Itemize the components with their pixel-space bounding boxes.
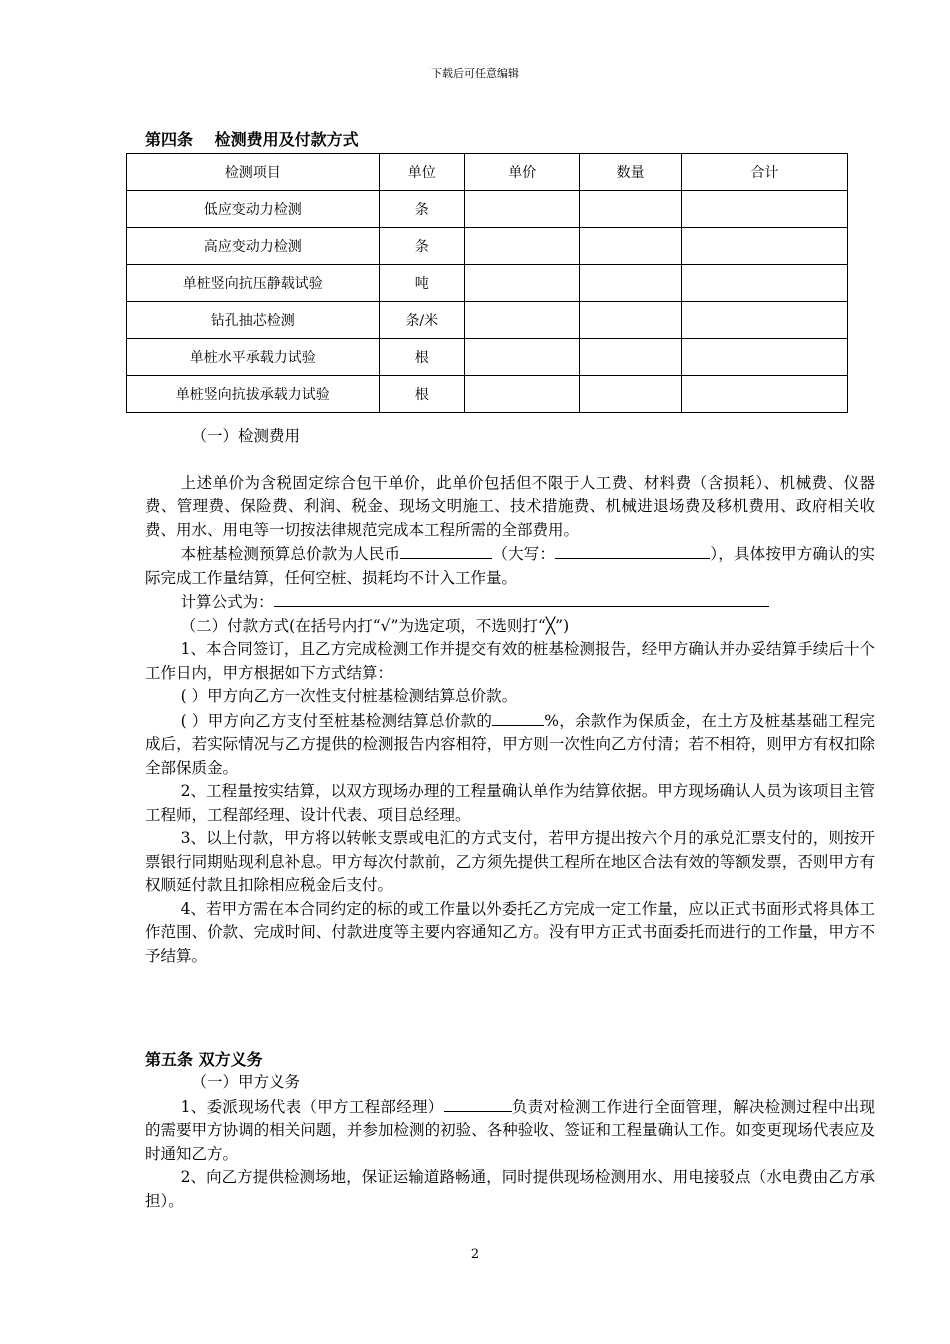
party-a-duties-title: （一）甲方义务 — [191, 1073, 301, 1091]
article5-title: 第五条 双方义务 — [145, 1050, 263, 1069]
table-header-row — [127, 154, 848, 191]
row-unit-price-cell — [465, 191, 580, 228]
table-row — [127, 191, 848, 228]
row-quantity-cell — [580, 302, 681, 339]
row-total-cell — [681, 228, 847, 265]
duty-2: 2、向乙方提供检测场地，保证运输道路畅通，同时提供现场检测用水、用电接驳点（水电费由乙方承担）。 — [145, 1168, 875, 1210]
sub1-title: （一）检测费用 — [191, 427, 301, 445]
price-paragraph: 上述单价为含税固定综合包干单价，此单价包括但不限于人工费、材料费（含损耗）、机械费、仪器费、管理费、保险费、利润、税金、现场文明施工、技术措施费、机械进退场费及移机费用、政府相关收费、用水、用电等一切按法律规范完成本工程所需的全部费用。 — [145, 473, 875, 539]
row-item: 单桩水平承载力试验 — [127, 339, 380, 376]
payment-clause-1: 1、本合同签订，且乙方完成检测工作并提交有效的桩基检测报告，经甲方确认并办妥结算手续后十个工作日内，甲方根据如下方式结算： — [145, 640, 875, 682]
budget-text-b: （大写： — [492, 545, 556, 563]
row-total-cell — [681, 265, 847, 302]
budget-paragraph — [145, 542, 875, 590]
payment-clause-4: 4、若甲方需在本合同约定的标的或工作量以外委托乙方完成一定工作量，应以正式书面形式将具体工作范围、价款、完成时间、付款进度等主要内容通知乙方。没有甲方正式书面委托而进行的工作量，甲方不予结算。 — [145, 899, 875, 965]
payment-option-1: ( ）甲方向乙方一次性支付桩基检测结算总价款。 — [180, 687, 518, 705]
row-quantity-cell — [580, 265, 681, 302]
row-unit: 条/米 — [379, 302, 465, 339]
header-total: 合计 — [681, 154, 847, 191]
budget-text-a: 本桩基检测预算总价款为人民币 — [180, 545, 401, 563]
table-row — [127, 302, 848, 339]
payment-clause-3: 3、以上付款，甲方将以转帐支票或电汇的方式支付，若甲方提出按六个月的承兑汇票支付的，则按开票银行同期贴现利息补息。甲方每次付款前，乙方须先提供工程所在地区合法有效的等额发票，否则甲方有权顺延付款且扣除相应税金后支付。 — [145, 829, 875, 894]
percent-blank — [492, 709, 544, 726]
budget-text-c: ），具体按甲方确认的实际完成工作量结算，任何空桩、损耗均不计入工作量。 — [145, 545, 875, 587]
header-unit: 单位 — [379, 154, 465, 191]
header-note: 下载后可任意编辑 — [431, 67, 519, 80]
header-quantity: 数量 — [580, 154, 681, 191]
row-item: 低应变动力检测 — [127, 191, 380, 228]
row-item: 单桩竖向抗压静载试验 — [127, 265, 380, 302]
row-unit: 根 — [379, 376, 465, 413]
formula-paragraph — [145, 590, 875, 615]
row-total-cell — [681, 302, 847, 339]
row-unit-price-cell — [465, 339, 580, 376]
table-row — [127, 265, 848, 302]
table-row — [127, 376, 848, 413]
row-unit-price-cell — [465, 302, 580, 339]
row-quantity-cell — [580, 376, 681, 413]
budget-capital-blank — [555, 542, 710, 559]
row-unit-price-cell — [465, 265, 580, 302]
row-total-cell — [681, 339, 847, 376]
row-unit-price-cell — [465, 228, 580, 265]
duty1-text-a: 1、委派现场代表（甲方工程部经理） — [180, 1097, 444, 1116]
sub2-title: （二）付款方式(在括号内打“√”为选定项，不选则打“╳”) — [180, 616, 570, 635]
option2-text-b: %，余款作为保质金，在土方及桩基基础工程完成后，若实际情况与乙方提供的检测报告内容相符，甲方则一次性向乙方付清；若不相符，则甲方有权扣除全部保质金。 — [145, 711, 875, 777]
budget-amount-blank — [400, 542, 492, 559]
duty1-text-b: 负责对检测工作进行全面管理，解决检测过程中出现的需要甲方协调的相关问题，并参加检测的初验、各种验收、签证和工程量确认工作。如变更现场代表应及时通知乙方。 — [145, 1097, 875, 1163]
table-row — [127, 228, 848, 265]
row-item: 高应变动力检测 — [127, 228, 380, 265]
table-row — [127, 339, 848, 376]
payment-option-2 — [145, 709, 875, 781]
fee-table — [126, 153, 848, 413]
row-unit: 吨 — [379, 265, 465, 302]
option2-text-a: ( ）甲方向乙方支付至桩基检测结算总价款的 — [180, 711, 493, 730]
row-item: 钻孔抽芯检测 — [127, 302, 380, 339]
formula-label: 计算公式为： — [180, 593, 274, 611]
row-quantity-cell — [580, 339, 681, 376]
row-unit: 根 — [379, 339, 465, 376]
payment-clause-2: 2、工程量按实结算，以双方现场办理的工程量确认单作为结算依据。甲方现场确认人员为该项目主管工程师，工程部经理、设计代表、项目总经理。 — [145, 782, 875, 824]
row-total-cell — [681, 191, 847, 228]
row-unit: 条 — [379, 228, 465, 265]
row-total-cell — [681, 376, 847, 413]
duty-1 — [145, 1095, 875, 1167]
row-quantity-cell — [580, 228, 681, 265]
article4-title: 第四条 检测费用及付款方式 — [145, 130, 359, 149]
row-item: 单桩竖向抗拔承载力试验 — [127, 376, 380, 413]
formula-blank — [274, 590, 769, 607]
representative-blank — [444, 1095, 512, 1112]
page-number: 2 — [470, 1247, 480, 1262]
row-unit-price-cell — [465, 376, 580, 413]
header-item: 检测项目 — [127, 154, 380, 191]
row-unit: 条 — [379, 191, 465, 228]
article4-body — [145, 425, 875, 968]
article5-body — [145, 1071, 875, 1213]
row-quantity-cell — [580, 191, 681, 228]
header-unit-price: 单价 — [465, 154, 580, 191]
